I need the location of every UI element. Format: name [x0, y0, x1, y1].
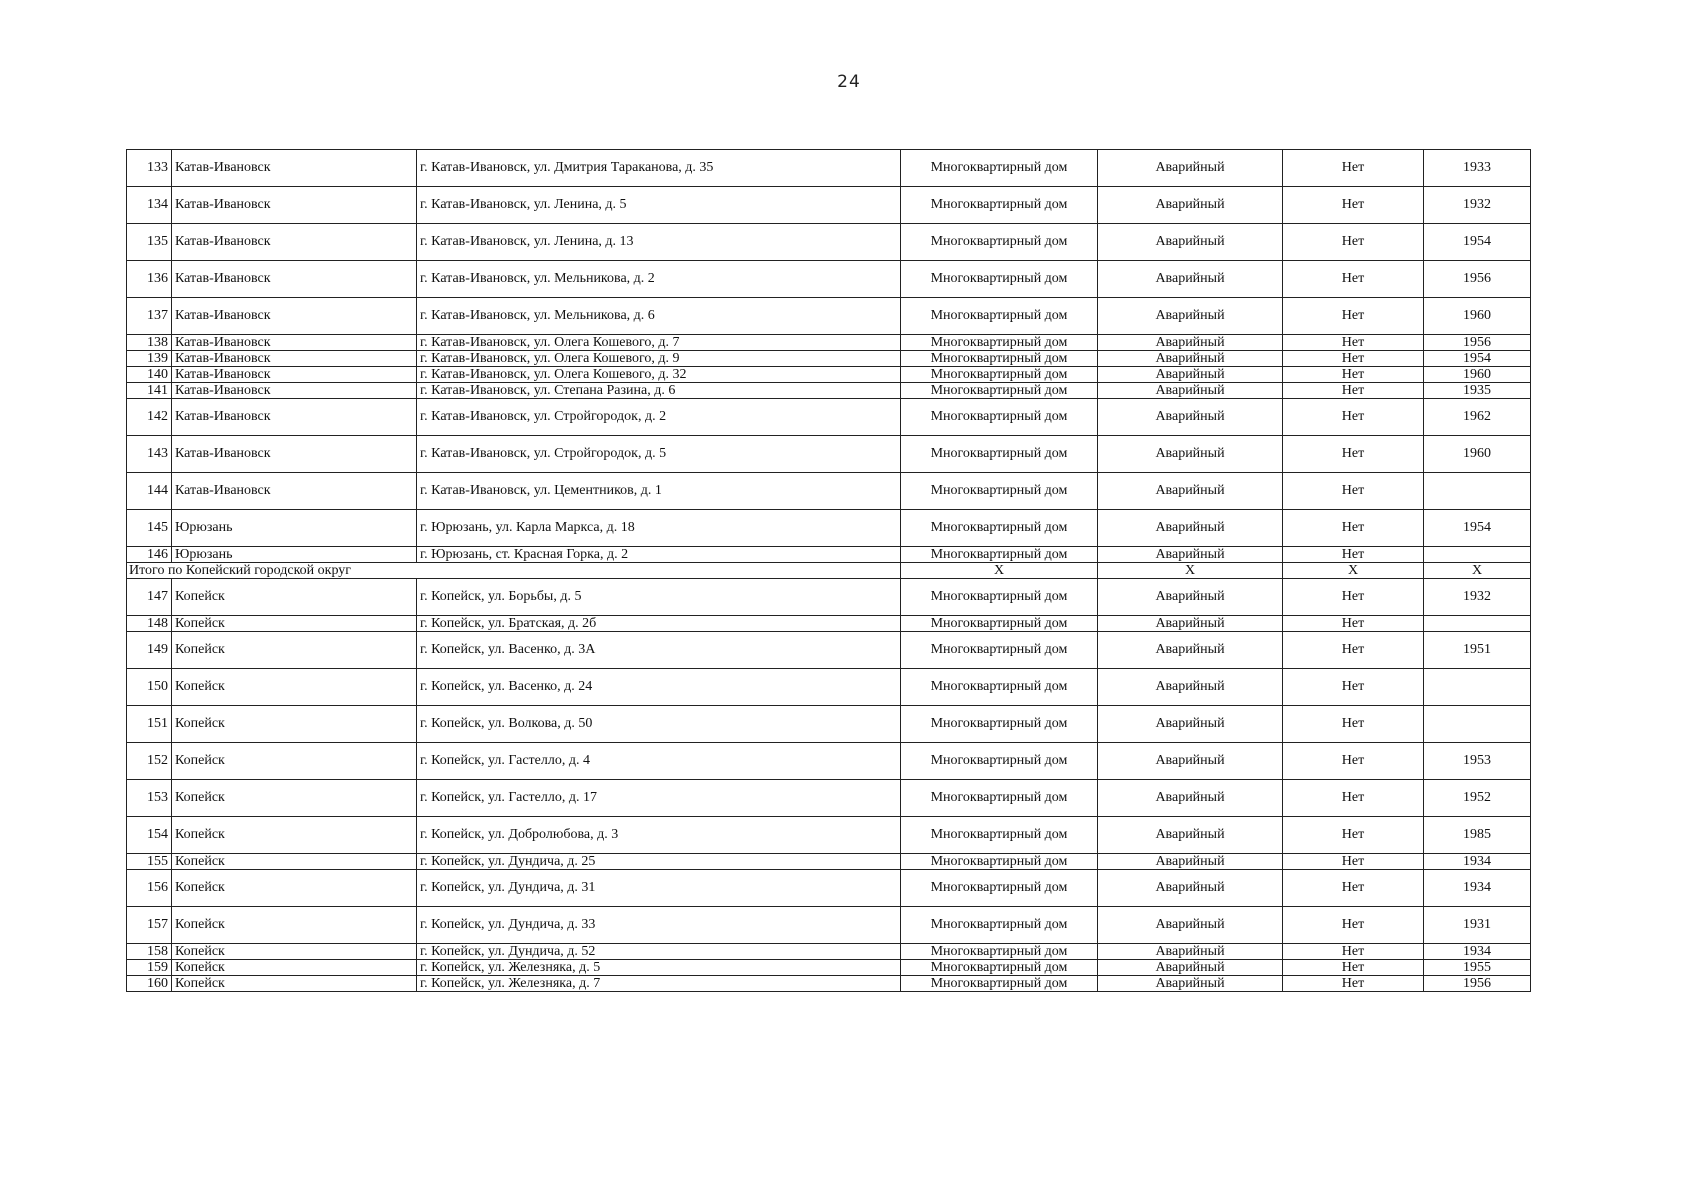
flag-cell: Нет — [1283, 706, 1424, 743]
row-number-cell: 141 — [127, 383, 172, 399]
flag-cell: Нет — [1283, 907, 1424, 944]
year-cell: 1934 — [1424, 854, 1531, 870]
registry-body — [127, 150, 1531, 992]
address-cell: г. Копейск, ул. Борьбы, д. 5 — [417, 579, 901, 616]
table-row — [127, 510, 1531, 547]
year-cell: 1956 — [1424, 335, 1531, 351]
status-cell: Аварийный — [1098, 960, 1283, 976]
row-number-cell: 136 — [127, 261, 172, 298]
address-cell: г. Катав-Ивановск, ул. Ленина, д. 5 — [417, 187, 901, 224]
row-number-cell: 134 — [127, 187, 172, 224]
status-cell: Аварийный — [1098, 473, 1283, 510]
year-cell — [1424, 669, 1531, 706]
table-row — [127, 817, 1531, 854]
status-cell: Аварийный — [1098, 187, 1283, 224]
status-cell: Аварийный — [1098, 547, 1283, 563]
row-number-cell: 133 — [127, 150, 172, 187]
building-type-cell: Многоквартирный дом — [901, 960, 1098, 976]
building-type-cell: Многоквартирный дом — [901, 187, 1098, 224]
building-type-cell: Многоквартирный дом — [901, 976, 1098, 992]
year-cell — [1424, 547, 1531, 563]
row-number-cell: 158 — [127, 944, 172, 960]
row-number-cell: 148 — [127, 616, 172, 632]
year-cell: X — [1424, 563, 1531, 579]
table-row — [127, 944, 1531, 960]
year-cell: 1956 — [1424, 976, 1531, 992]
address-cell: г. Копейск, ул. Волкова, д. 50 — [417, 706, 901, 743]
flag-cell: Нет — [1283, 261, 1424, 298]
year-cell: 1960 — [1424, 436, 1531, 473]
table-row — [127, 351, 1531, 367]
building-type-cell: Многоквартирный дом — [901, 383, 1098, 399]
status-cell: Аварийный — [1098, 854, 1283, 870]
flag-cell: Нет — [1283, 473, 1424, 510]
housing-registry-table — [126, 149, 1531, 992]
address-cell: г. Катав-Ивановск, ул. Степана Разина, д. 6 — [417, 383, 901, 399]
building-type-cell: Многоквартирный дом — [901, 854, 1098, 870]
building-type-cell: X — [901, 563, 1098, 579]
address-cell: г. Копейск, ул. Железняка, д. 5 — [417, 960, 901, 976]
row-number-cell: 156 — [127, 870, 172, 907]
year-cell: 1954 — [1424, 224, 1531, 261]
row-number-cell: 145 — [127, 510, 172, 547]
row-number-cell: 147 — [127, 579, 172, 616]
flag-cell: Нет — [1283, 817, 1424, 854]
table-row — [127, 579, 1531, 616]
address-cell: г. Катав-Ивановск, ул. Стройгородок, д. 2 — [417, 399, 901, 436]
year-cell: 1954 — [1424, 351, 1531, 367]
row-number-cell: 159 — [127, 960, 172, 976]
table-row — [127, 298, 1531, 335]
building-type-cell: Многоквартирный дом — [901, 579, 1098, 616]
row-number-cell: 149 — [127, 632, 172, 669]
flag-cell: Нет — [1283, 743, 1424, 780]
address-cell: г. Катав-Ивановск, ул. Дмитрия Тараканова, д. 35 — [417, 150, 901, 187]
building-type-cell: Многоквартирный дом — [901, 706, 1098, 743]
status-cell: Аварийный — [1098, 436, 1283, 473]
table-row — [127, 632, 1531, 669]
row-number-cell: 135 — [127, 224, 172, 261]
table-row — [127, 383, 1531, 399]
page-number: 24 — [837, 72, 861, 92]
table-row — [127, 976, 1531, 992]
table-row — [127, 907, 1531, 944]
table-row — [127, 187, 1531, 224]
table-row — [127, 367, 1531, 383]
row-number-cell: 151 — [127, 706, 172, 743]
municipality-cell: Копейск — [172, 817, 417, 854]
status-cell: Аварийный — [1098, 870, 1283, 907]
building-type-cell: Многоквартирный дом — [901, 743, 1098, 780]
year-cell: 1934 — [1424, 870, 1531, 907]
table-row — [127, 150, 1531, 187]
municipality-cell: Катав-Ивановск — [172, 399, 417, 436]
status-cell: Аварийный — [1098, 780, 1283, 817]
building-type-cell: Многоквартирный дом — [901, 150, 1098, 187]
row-number-cell: 160 — [127, 976, 172, 992]
row-number-cell: 155 — [127, 854, 172, 870]
address-cell: г. Копейск, ул. Гастелло, д. 4 — [417, 743, 901, 780]
year-cell: 1934 — [1424, 944, 1531, 960]
municipality-cell: Катав-Ивановск — [172, 261, 417, 298]
table-row — [127, 399, 1531, 436]
building-type-cell: Многоквартирный дом — [901, 367, 1098, 383]
address-cell: г. Катав-Ивановск, ул. Ленина, д. 13 — [417, 224, 901, 261]
building-type-cell: Многоквартирный дом — [901, 817, 1098, 854]
year-cell — [1424, 616, 1531, 632]
row-number-cell: 137 — [127, 298, 172, 335]
status-cell: Аварийный — [1098, 335, 1283, 351]
table-row — [127, 261, 1531, 298]
address-cell: г. Копейск, ул. Дундича, д. 52 — [417, 944, 901, 960]
year-cell: 1951 — [1424, 632, 1531, 669]
year-cell: 1955 — [1424, 960, 1531, 976]
status-cell: Аварийный — [1098, 298, 1283, 335]
table-row — [127, 669, 1531, 706]
municipality-cell: Копейск — [172, 632, 417, 669]
year-cell — [1424, 473, 1531, 510]
year-cell: 1932 — [1424, 579, 1531, 616]
flag-cell: Нет — [1283, 187, 1424, 224]
address-cell: г. Юрюзань, ул. Карла Маркса, д. 18 — [417, 510, 901, 547]
flag-cell: Нет — [1283, 579, 1424, 616]
flag-cell: Нет — [1283, 351, 1424, 367]
municipality-cell: Копейск — [172, 870, 417, 907]
municipality-cell: Копейск — [172, 854, 417, 870]
municipality-cell: Катав-Ивановск — [172, 150, 417, 187]
flag-cell: Нет — [1283, 399, 1424, 436]
row-number-cell: 144 — [127, 473, 172, 510]
subtotal-label-cell: Итого по Копейский городской округ — [127, 563, 901, 579]
flag-cell: X — [1283, 563, 1424, 579]
table-row — [127, 854, 1531, 870]
table-row — [127, 335, 1531, 351]
address-cell: г. Копейск, ул. Дундича, д. 31 — [417, 870, 901, 907]
municipality-cell: Копейск — [172, 743, 417, 780]
status-cell: Аварийный — [1098, 383, 1283, 399]
flag-cell: Нет — [1283, 367, 1424, 383]
municipality-cell: Копейск — [172, 780, 417, 817]
status-cell: Аварийный — [1098, 669, 1283, 706]
status-cell: Аварийный — [1098, 976, 1283, 992]
row-number-cell: 154 — [127, 817, 172, 854]
status-cell: Аварийный — [1098, 579, 1283, 616]
address-cell: г. Копейск, ул. Дундича, д. 33 — [417, 907, 901, 944]
building-type-cell: Многоквартирный дом — [901, 473, 1098, 510]
flag-cell: Нет — [1283, 854, 1424, 870]
municipality-cell: Катав-Ивановск — [172, 473, 417, 510]
year-cell: 1952 — [1424, 780, 1531, 817]
building-type-cell: Многоквартирный дом — [901, 261, 1098, 298]
status-cell: Аварийный — [1098, 616, 1283, 632]
building-type-cell: Многоквартирный дом — [901, 632, 1098, 669]
status-cell: Аварийный — [1098, 150, 1283, 187]
address-cell: г. Катав-Ивановск, ул. Стройгородок, д. 5 — [417, 436, 901, 473]
municipality-cell: Копейск — [172, 579, 417, 616]
building-type-cell: Многоквартирный дом — [901, 399, 1098, 436]
flag-cell: Нет — [1283, 150, 1424, 187]
municipality-cell: Катав-Ивановск — [172, 383, 417, 399]
flag-cell: Нет — [1283, 510, 1424, 547]
status-cell: Аварийный — [1098, 399, 1283, 436]
status-cell: Аварийный — [1098, 632, 1283, 669]
status-cell: Аварийный — [1098, 907, 1283, 944]
year-cell: 1932 — [1424, 187, 1531, 224]
flag-cell: Нет — [1283, 870, 1424, 907]
row-number-cell: 143 — [127, 436, 172, 473]
municipality-cell: Катав-Ивановск — [172, 224, 417, 261]
building-type-cell: Многоквартирный дом — [901, 616, 1098, 632]
row-number-cell: 146 — [127, 547, 172, 563]
municipality-cell: Копейск — [172, 907, 417, 944]
table-row — [127, 547, 1531, 563]
address-cell: г. Копейск, ул. Васенко, д. 24 — [417, 669, 901, 706]
table-row — [127, 706, 1531, 743]
municipality-cell: Копейск — [172, 669, 417, 706]
municipality-cell: Копейск — [172, 706, 417, 743]
year-cell — [1424, 706, 1531, 743]
row-number-cell: 139 — [127, 351, 172, 367]
building-type-cell: Многоквартирный дом — [901, 907, 1098, 944]
flag-cell: Нет — [1283, 224, 1424, 261]
address-cell: г. Копейск, ул. Железняка, д. 7 — [417, 976, 901, 992]
table-row — [127, 436, 1531, 473]
building-type-cell: Многоквартирный дом — [901, 780, 1098, 817]
municipality-cell: Копейск — [172, 944, 417, 960]
municipality-cell: Юрюзань — [172, 547, 417, 563]
municipality-cell: Катав-Ивановск — [172, 298, 417, 335]
table-row — [127, 224, 1531, 261]
year-cell: 1960 — [1424, 298, 1531, 335]
flag-cell: Нет — [1283, 383, 1424, 399]
row-number-cell: 150 — [127, 669, 172, 706]
address-cell: г. Юрюзань, ст. Красная Горка, д. 2 — [417, 547, 901, 563]
building-type-cell: Многоквартирный дом — [901, 669, 1098, 706]
row-number-cell: 140 — [127, 367, 172, 383]
year-cell: 1956 — [1424, 261, 1531, 298]
municipality-cell: Копейск — [172, 976, 417, 992]
table-row — [127, 616, 1531, 632]
row-number-cell: 153 — [127, 780, 172, 817]
status-cell: Аварийный — [1098, 817, 1283, 854]
address-cell: г. Копейск, ул. Добролюбова, д. 3 — [417, 817, 901, 854]
status-cell: Аварийный — [1098, 510, 1283, 547]
building-type-cell: Многоквартирный дом — [901, 510, 1098, 547]
municipality-cell: Копейск — [172, 616, 417, 632]
table-row — [127, 473, 1531, 510]
table-row — [127, 780, 1531, 817]
flag-cell: Нет — [1283, 960, 1424, 976]
status-cell: Аварийный — [1098, 261, 1283, 298]
table-row — [127, 960, 1531, 976]
year-cell: 1962 — [1424, 399, 1531, 436]
address-cell: г. Копейск, ул. Дундича, д. 25 — [417, 854, 901, 870]
flag-cell: Нет — [1283, 780, 1424, 817]
municipality-cell: Катав-Ивановск — [172, 367, 417, 383]
row-number-cell: 152 — [127, 743, 172, 780]
municipality-cell: Катав-Ивановск — [172, 436, 417, 473]
building-type-cell: Многоквартирный дом — [901, 870, 1098, 907]
address-cell: г. Копейск, ул. Васенко, д. 3А — [417, 632, 901, 669]
flag-cell: Нет — [1283, 669, 1424, 706]
year-cell: 1985 — [1424, 817, 1531, 854]
building-type-cell: Многоквартирный дом — [901, 436, 1098, 473]
address-cell: г. Копейск, ул. Братская, д. 2б — [417, 616, 901, 632]
status-cell: X — [1098, 563, 1283, 579]
flag-cell: Нет — [1283, 944, 1424, 960]
building-type-cell: Многоквартирный дом — [901, 224, 1098, 261]
status-cell: Аварийный — [1098, 367, 1283, 383]
row-number-cell: 138 — [127, 335, 172, 351]
flag-cell: Нет — [1283, 632, 1424, 669]
table-row — [127, 743, 1531, 780]
year-cell: 1954 — [1424, 510, 1531, 547]
building-type-cell: Многоквартирный дом — [901, 944, 1098, 960]
address-cell: г. Катав-Ивановск, ул. Олега Кошевого, д. 9 — [417, 351, 901, 367]
status-cell: Аварийный — [1098, 706, 1283, 743]
flag-cell: Нет — [1283, 436, 1424, 473]
flag-cell: Нет — [1283, 976, 1424, 992]
flag-cell: Нет — [1283, 298, 1424, 335]
municipality-cell: Катав-Ивановск — [172, 335, 417, 351]
building-type-cell: Многоквартирный дом — [901, 351, 1098, 367]
address-cell: г. Копейск, ул. Гастелло, д. 17 — [417, 780, 901, 817]
status-cell: Аварийный — [1098, 351, 1283, 367]
status-cell: Аварийный — [1098, 224, 1283, 261]
address-cell: г. Катав-Ивановск, ул. Олега Кошевого, д. 32 — [417, 367, 901, 383]
municipality-cell: Юрюзань — [172, 510, 417, 547]
municipality-cell: Катав-Ивановск — [172, 351, 417, 367]
row-number-cell: 142 — [127, 399, 172, 436]
address-cell: г. Катав-Ивановск, ул. Мельникова, д. 2 — [417, 261, 901, 298]
flag-cell: Нет — [1283, 616, 1424, 632]
status-cell: Аварийный — [1098, 944, 1283, 960]
subtotal-row — [127, 563, 1531, 579]
flag-cell: Нет — [1283, 547, 1424, 563]
address-cell: г. Катав-Ивановск, ул. Мельникова, д. 6 — [417, 298, 901, 335]
building-type-cell: Многоквартирный дом — [901, 298, 1098, 335]
flag-cell: Нет — [1283, 335, 1424, 351]
year-cell: 1933 — [1424, 150, 1531, 187]
address-cell: г. Катав-Ивановск, ул. Олега Кошевого, д. 7 — [417, 335, 901, 351]
address-cell: г. Катав-Ивановск, ул. Цементников, д. 1 — [417, 473, 901, 510]
year-cell: 1931 — [1424, 907, 1531, 944]
year-cell: 1960 — [1424, 367, 1531, 383]
row-number-cell: 157 — [127, 907, 172, 944]
municipality-cell: Катав-Ивановск — [172, 187, 417, 224]
building-type-cell: Многоквартирный дом — [901, 547, 1098, 563]
table-row — [127, 870, 1531, 907]
year-cell: 1953 — [1424, 743, 1531, 780]
building-type-cell: Многоквартирный дом — [901, 335, 1098, 351]
municipality-cell: Копейск — [172, 960, 417, 976]
year-cell: 1935 — [1424, 383, 1531, 399]
status-cell: Аварийный — [1098, 743, 1283, 780]
